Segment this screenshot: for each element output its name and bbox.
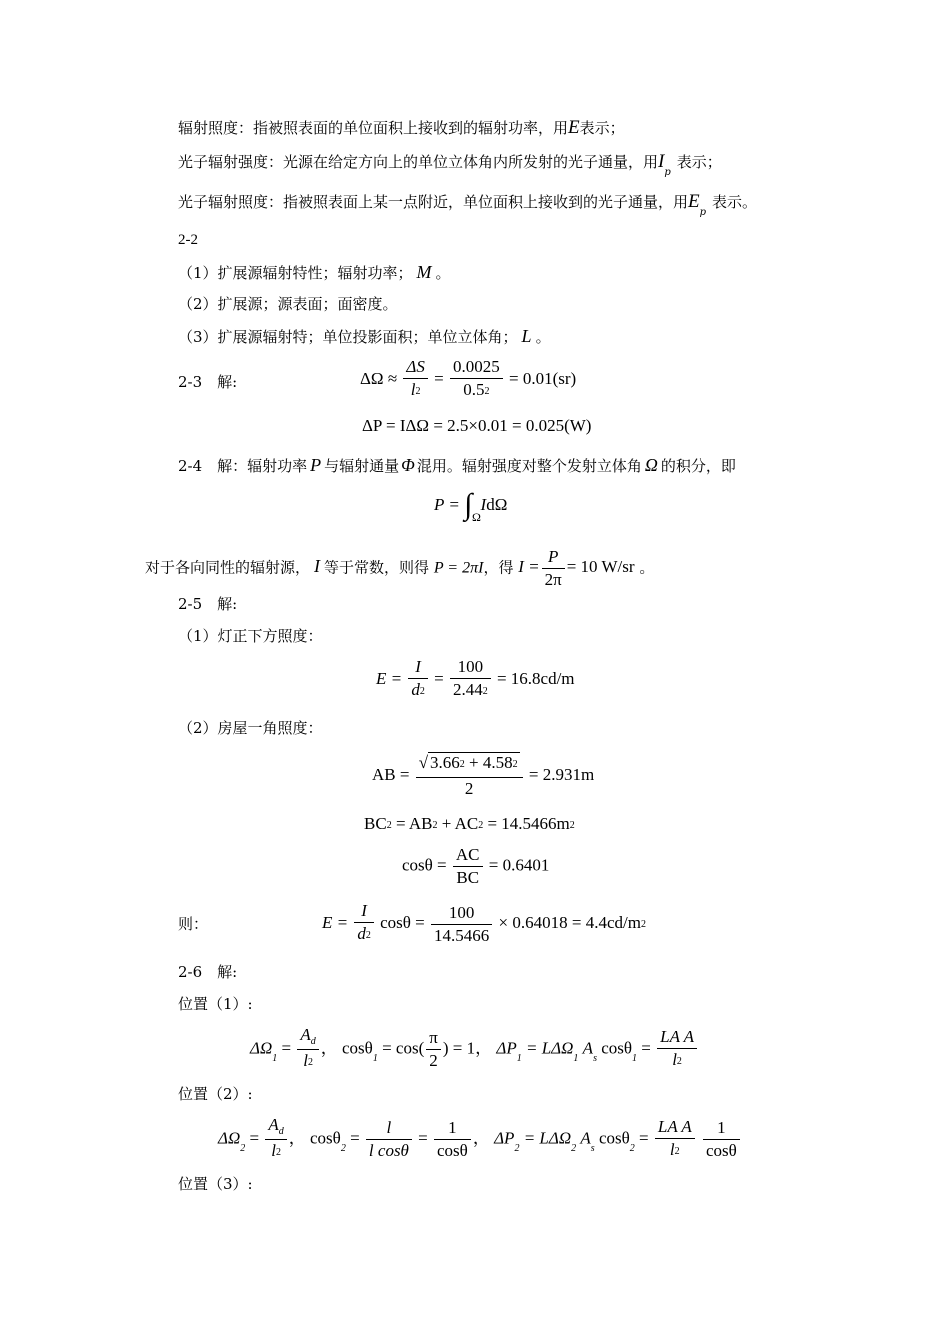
fraction [416,752,523,800]
answer-punct: 。 [435,264,451,282]
fraction-numerator: A [300,1025,311,1044]
eq-term: = LΔΩ [525,1038,574,1058]
fraction [434,1117,471,1162]
fraction-numerator: P [542,546,565,569]
section-2-6-label: 2-6 解: [178,963,238,981]
fraction [408,656,428,704]
eq-term: = AB [395,814,433,833]
subscript: 2 [240,1143,246,1155]
eq-term: A [580,1128,591,1148]
fraction-denominator: d [357,924,366,943]
fraction-denominator: l [271,1141,276,1160]
section-2-5-part2: （2）房屋一角照度： [178,719,323,737]
eq-term: ΔΩ [218,1128,241,1148]
eq-term: cosθ [598,1128,630,1148]
radicand: 3.66 [430,753,460,772]
subscript: 2 [571,1143,577,1155]
answer-2-2-1 [178,262,451,283]
subscript: 1 [573,1053,579,1065]
equation-2-3-solid-angle: ΔΩ ≈ $\frac{\Delta S}{l2}$ = $\frac{0.0025}{0.52}$ = 0.01(sr) [360,356,576,404]
equation-2-5-illuminance-below: E = $\frac{I}{d2}$ = $\frac{100}{2.442}$ = 16.8cd/m [376,656,575,704]
subscript: 2 [514,1143,520,1155]
fraction-numerator: 100 [431,902,492,925]
definition-tail: 表示； [676,153,722,171]
answer-2-2-2: （2）扩展源；源表面；面密度。 [178,295,398,313]
symbol-I: I [658,151,665,172]
fraction [450,356,503,404]
equation-2-5-BC [364,814,575,834]
fraction-numerator: I [354,900,374,923]
eq-term: ΔP [496,1038,517,1058]
symbol-Omega: Ω [644,455,658,475]
fraction-denominator: 2 [464,779,474,798]
fraction [431,902,492,947]
eq-rhs: = 0.01(sr) [508,368,577,388]
answer-punct: 。 [535,328,551,346]
fraction-numerator: 1 [434,1117,471,1140]
eq-rhs: = 0.6401 [488,855,550,875]
subscript: 2 [340,1143,346,1155]
fraction-denominator: cosθ [705,1141,737,1160]
fraction-numerator: 100 [450,656,491,679]
exponent: 2 [386,820,392,831]
equation-2-5-AB [372,752,594,800]
fraction [453,844,483,889]
fraction-numerator: A [268,1115,279,1134]
equation-2-5-final [322,900,646,948]
radicand: + 4.58 [469,753,513,772]
definition-tail: 表示； [579,119,625,137]
definition-text: 光子辐射强度：光源在给定方向上的单位立体角内所发射的光子通量，用 [178,153,659,171]
section-2-4-text [178,455,736,476]
eq-term: = cos( [382,1038,425,1058]
fraction-numerator: π [426,1027,441,1050]
fraction-denominator: 2 [429,1051,438,1070]
exponent: 2 [478,820,484,831]
symbol-P: P [310,455,322,475]
eq-term: cosθ [310,1128,341,1148]
exponent: 2 [365,930,371,941]
fraction [703,1117,740,1162]
fraction [542,546,565,591]
fraction-numerator: 0.0025 [450,356,503,379]
equation-2-4-integral: P = ∫ IdΩ Ω [434,488,508,524]
fraction-denominator: cosθ [437,1141,468,1160]
subscript: 2 [629,1143,635,1155]
subscript-p: p [699,207,707,218]
eq-term: cosθ [342,1038,373,1058]
exponent: 2 [569,820,575,831]
fraction-denominator: d [411,680,420,699]
equation-2-3-power: ΔP = IΔΩ = 2.5×0.01 = 0.025(W) [362,416,592,435]
exponent: 2 [484,386,490,397]
fraction [354,900,374,948]
eq-term: cosθ = [380,912,425,932]
text: 混用。辐射强度对整个发射立体角 [416,457,642,475]
fraction [297,1024,318,1075]
equation-2-6-position-2: $\Delta\Omega_2$ = $\frac{A_d}{l2}$ ， cosθ$_2$ = $\frac{l}{\text{l cosθ}}$ = $\frac{1}{\cos\theta}$ ， $\Delta P_2 = L\Delta\Omega_2$ $A_s$ cosθ$_2$ = $\frac{\text{LA A}}{l2}$ $\frac{1}{\cos\theta}$ [218,1114,742,1165]
subscript: d [278,1126,284,1137]
fraction-denominator: l [303,1051,308,1070]
fraction [657,1026,697,1074]
text: 等于常数，则得 [324,558,430,577]
equation-2-5-cos [402,844,549,889]
answer-text: （3）扩展源辐射特；单位投影面积；单位立体角； [178,328,518,346]
subscript: 1 [272,1053,278,1065]
text: 与辐射通量 [324,457,400,475]
eq-lhs: P = [434,495,460,514]
eq-lhs: cosθ = [402,855,447,875]
subscript: 1 [372,1053,378,1065]
text: 对于各向同性的辐射源， [145,558,311,577]
then-label: 则： [178,915,209,933]
eq-term: BC [364,814,387,833]
fraction-denominator: l cosθ [368,1141,409,1160]
text: 。 [639,558,655,577]
section-2-2-label: 2-2 [178,232,198,248]
fraction-denominator: 2.44 [452,680,483,699]
exponent: 2 [674,1145,680,1157]
fraction-numerator: I [408,656,428,679]
fraction [265,1114,286,1165]
eq-lhs: AB = [372,764,410,784]
section-2-3-label: 2-3 解: [178,373,238,391]
eq-term: cosθ [601,1038,633,1058]
fraction [366,1117,412,1162]
fraction-denominator: 0.5 [463,380,485,399]
sqrt-sign: √ [418,753,429,772]
fraction-denominator: l [669,1139,675,1159]
definition-irradiance [178,118,625,138]
exponent: 2 [419,686,425,697]
eq-term: A [582,1038,594,1058]
equation-P-2piI: P = 2πI [433,559,484,577]
position-3-label: 位置（3）: [178,1175,253,1193]
symbol-L: L [521,326,532,346]
exponent: 2 [415,386,421,397]
eq-rhs: = 2.931m [528,764,595,784]
fraction-denominator: l [672,1049,677,1069]
fraction-numerator: l [366,1117,412,1140]
definition-photon-irradiance [178,191,758,218]
position-1-label: 位置（1）: [178,995,253,1013]
fraction [450,656,491,704]
symbol-I: I [314,556,321,577]
exponent: 2 [432,820,438,831]
fraction-denominator: 2π [544,570,562,589]
fraction-denominator: BC [456,868,480,887]
definition-photon-intensity [178,151,722,178]
section-2-5-label: 2-5 解: [178,595,238,613]
eq-rhs: = 14.5466m [487,814,570,833]
text: ，得 [483,558,514,577]
position-2-label: 位置（2）: [178,1085,253,1103]
subscript: s [593,1053,597,1065]
fraction-numerator: LA A [657,1026,697,1049]
subscript: d [310,1036,316,1047]
fraction-numerator: ΔS [403,356,427,379]
fraction [403,356,427,404]
fraction-denominator: 14.5466 [434,925,490,945]
eq-lhs: I = [518,557,540,577]
eq-lhs: E = [376,668,403,688]
exponent: 2 [307,1057,313,1068]
symbol-Phi: Φ [401,455,415,475]
equation-2-6-position-1: $\Delta\Omega_1$ = $\frac{A_d}{l2}$ ， cosθ$_1$ = cos( $\frac{\pi}{2}$ ) = 1， $\Delta P_1 = L\Delta\Omega_1$ $A_s$ cosθ$_1$ = $\frac{\text{LA A}}{l2}$ [250,1024,699,1075]
subscript-p: p [664,167,671,178]
symbol-E: E [568,117,580,138]
fraction-numerator: AC [453,844,483,867]
exponent: 2 [275,1147,281,1158]
symbol-E: E [688,191,700,212]
answer-text: （1）扩展源辐射特性；辐射功率； [178,264,413,282]
text: 的积分，即 [660,457,736,475]
eq-lhs: ΔΩ ≈ [360,368,398,388]
definition-text: 光子辐射照度：指被照表面上某一点附近，单位面积上接收到的光子通量，用 [178,193,689,211]
fraction [426,1027,441,1072]
eq-term: ) = 1 [442,1038,476,1058]
integral-sign: ∫ [464,488,473,521]
eq-rhs: = 10 W/sr [566,557,635,577]
exponent: 2 [676,1055,682,1067]
symbol-M: M [416,262,432,282]
definition-text: 辐射照度：指被照表面的单位面积上接收到的辐射功率，用 [178,119,569,137]
eq-rhs: × 0.64018 = 4.4cd/m [498,912,641,932]
fraction-numerator: 1 [703,1117,740,1140]
section-2-5-part1: （1）灯正下方照度： [178,627,323,645]
section-2-4-result [145,546,654,591]
eq-term: = LΔΩ [523,1128,572,1148]
exponent: 2 [640,918,646,930]
fraction [655,1116,695,1164]
integral-limit: Ω [472,510,481,524]
subscript: 1 [516,1053,522,1065]
subscript: 1 [632,1053,638,1065]
eq-term: ΔP [494,1128,515,1148]
exponent: 2 [482,686,488,697]
definition-tail: 表示。 [712,193,758,211]
eq-term: ΔΩ [250,1038,273,1058]
fraction-numerator: LA A [655,1116,695,1139]
eq-term: + AC [441,814,479,833]
exponent: 2 [512,759,518,770]
exponent: 2 [459,759,465,770]
fraction-denominator: l [410,380,416,399]
text: 2-4 解：辐射功率 [178,457,308,475]
eq-lhs: E = [322,912,349,932]
answer-2-2-3 [178,326,551,347]
subscript: s [590,1143,595,1155]
eq-rhs: = 16.8cd/m [496,668,575,688]
